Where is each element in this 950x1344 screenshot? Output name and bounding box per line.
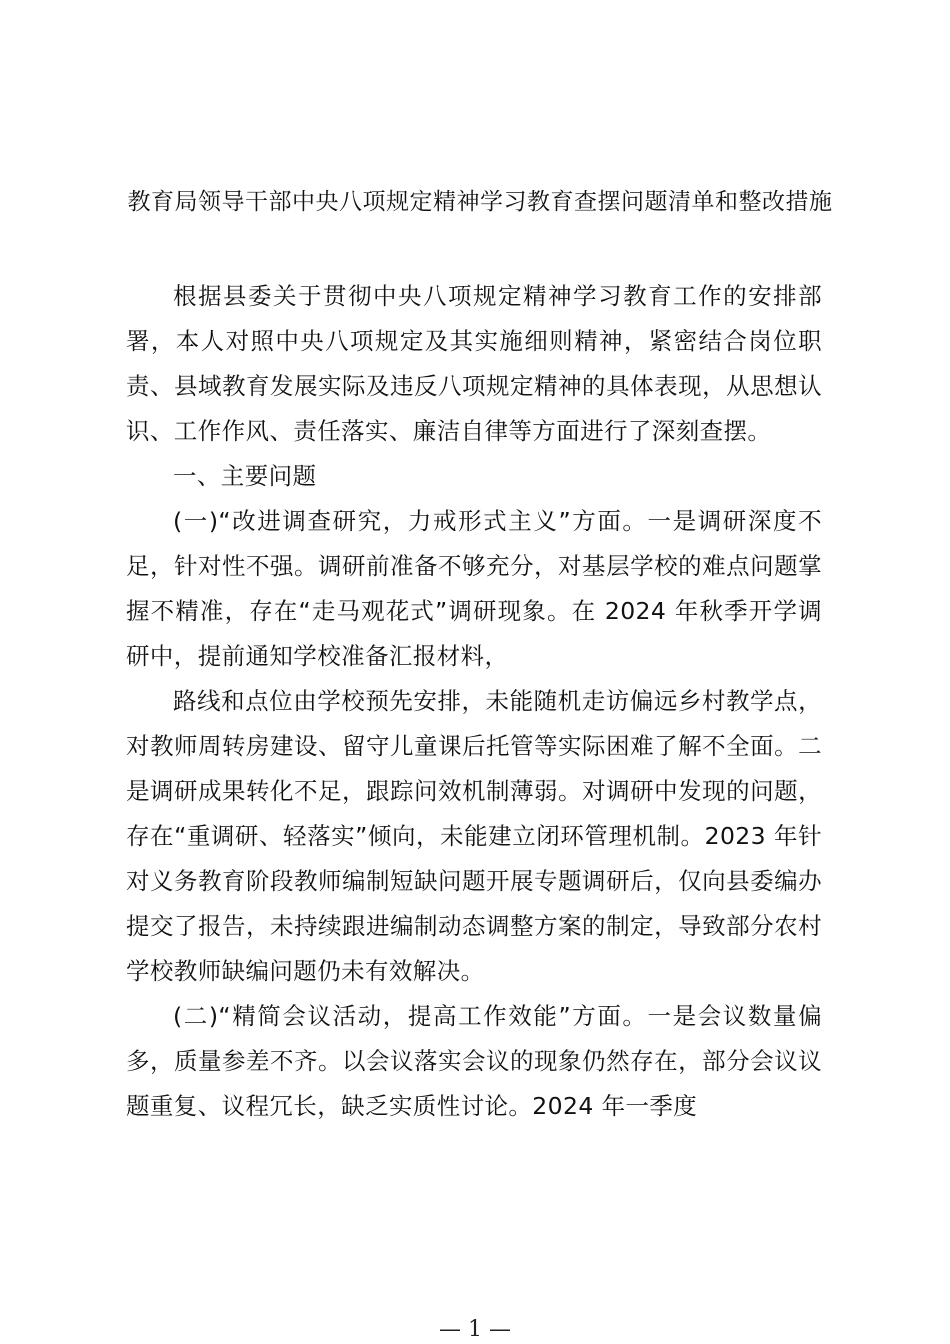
page-number: — 1 —	[439, 1317, 511, 1342]
section-heading-main-problems: 一、主要问题	[173, 462, 317, 490]
problem-paragraph-2: (二)“精简会议活动，提高工作效能”方面。一是会议数量偏多，质量参差不齐。以会议落实会议的现象仍然存在，部分会议议题重复、议程冗长，缺乏实质性讨论。2024 年一季度	[126, 1002, 822, 1120]
problem-paragraph-1: (一)“改进调查研究，力戒形式主义”方面。一是调研深度不足，针对性不强。调研前准备不够充分，对基层学校的难点问题掌握不精准，存在“走马观花式”调研现象。在 2024 年秋季开学调研中，提前通知学校准备汇报材料，	[126, 507, 822, 670]
document-title: 教育局领导干部中央八项规定精神学习教育查摆问题清单和整改措施	[127, 189, 833, 215]
problem-paragraph-1-continued: 路线和点位由学校预先安排，未能随机走访偏远乡村教学点，对教师周转房建设、留守儿童课后托管等实际困难了解不全面。二是调研成果转化不足，跟踪问效机制薄弱。对调研中发现的问题，存在“重调研、轻落实”倾向，未能建立闭环管理机制。2023 年针对义务教育阶段教师编制短缺问题开展专题调研后，仅向县委编办提交了报告，未持续跟进编制动态调整方案的制定，导致部分农村学校教师缺编问题仍未有效解决。	[126, 687, 822, 985]
intro-paragraph: 根据县委关于贯彻中央八项规定精神学习教育工作的安排部署，本人对照中央八项规定及其实施细则精神，紧密结合岗位职责、县域教育发展实际及违反八项规定精神的具体表现，从思想认识、工作作风、责任落实、廉洁自律等方面进行了深刻查摆。	[126, 282, 822, 445]
document-body	[126, 274, 822, 1129]
